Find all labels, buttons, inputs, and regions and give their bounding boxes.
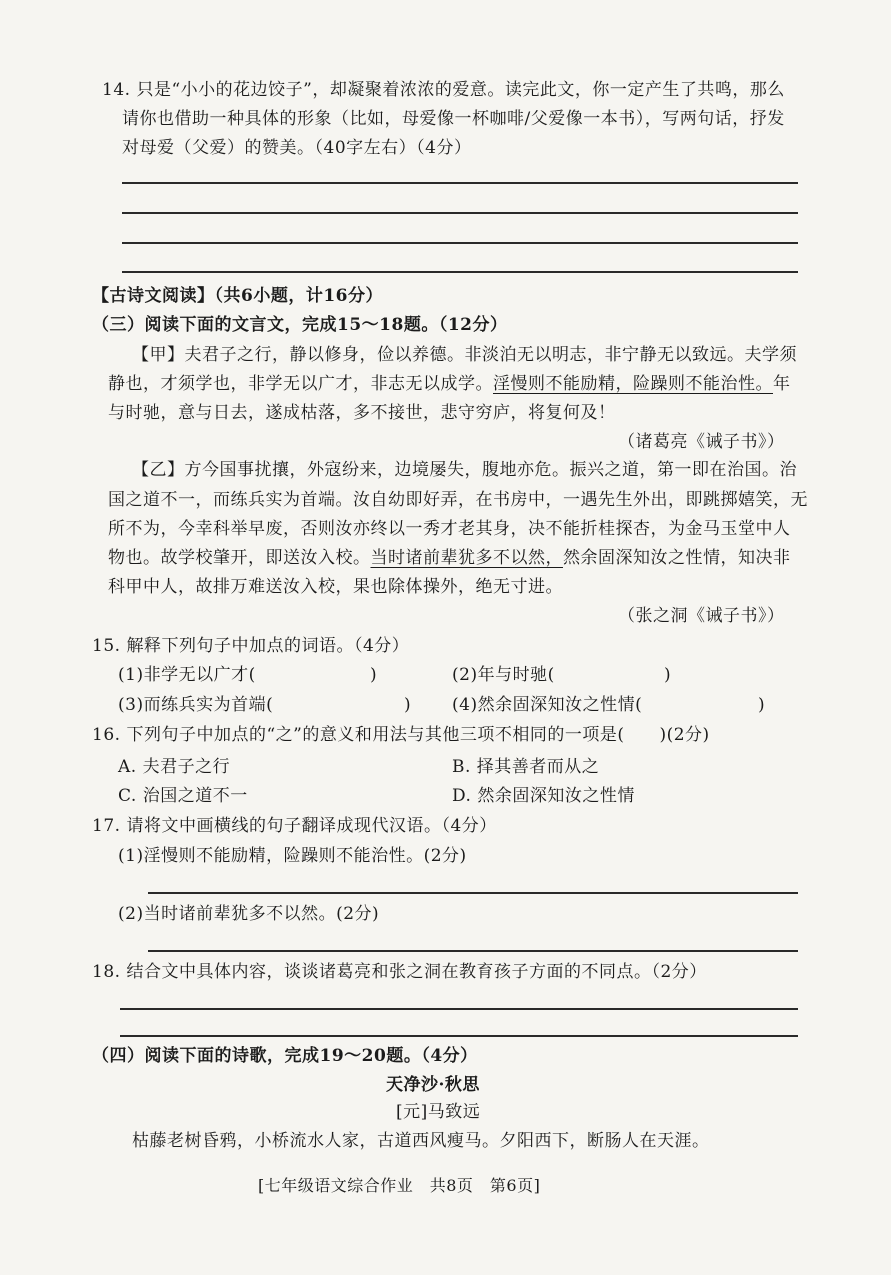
q14-line-2: 请你也借助一种具体的形象（比如，母爱像一杯咖啡/父爱像一本书），写两句话，抒发 <box>122 109 785 129</box>
q14-line-1: 14. 只是“小小的花边饺子”，却凝聚着浓浓的爱意。读完此文，你一定产生了共鸣，那么 <box>102 80 785 100</box>
passage-b-line-3: 所不为，今幸科举早废，否则汝亦终以一秀才老其身，决不能折桂探杏，为金马玉堂中人 <box>108 519 791 539</box>
q17-sentence-2: (2)当时诸前辈犹多不以然。(2分) <box>118 904 380 924</box>
q15-item-3-close: ) <box>404 695 412 715</box>
q15-title: 15. 解释下列句子中加点的词语。（4分） <box>92 636 410 656</box>
page-footer: [七年级语文综合作业 共8页 第6页] <box>258 1176 541 1195</box>
answer-line[interactable] <box>122 242 798 244</box>
section-title: 【古诗文阅读】（共6小题，计16分） <box>92 286 383 306</box>
q15-item-4-close: ) <box>758 695 766 715</box>
passage-b-line-5: 科甲中人，故排万难送汝入校，果也除体操外，绝无寸进。 <box>108 577 563 597</box>
passage-b-source: （张之洞《诫子书》） <box>618 606 785 626</box>
answer-line[interactable] <box>120 1008 798 1010</box>
poem-author: [元]马致远 <box>396 1102 481 1122</box>
answer-line[interactable] <box>122 212 798 214</box>
answer-line[interactable] <box>120 1035 798 1037</box>
part4-title: （四）阅读下面的诗歌，完成19～20题。（4分） <box>92 1046 478 1066</box>
answer-line[interactable] <box>122 271 798 273</box>
q15-item-4: (4)然余固深知汝之性情( <box>452 695 643 715</box>
passage-b-line-1: 【乙】方今国事扰攘，外寇纷来，边境屡失，腹地亦危。振兴之道，第一即在治国。治 <box>132 460 797 480</box>
q17-sentence-1: (1)淫慢则不能励精，险躁则不能治性。(2分) <box>118 846 467 866</box>
q14-line-3: 对母爱（父爱）的赞美。（40字左右）（4分） <box>122 138 472 158</box>
q15-item-1: (1)非学无以广才( <box>118 665 256 685</box>
answer-line[interactable] <box>148 950 798 952</box>
passage-a-line-3: 与时驰，意与日去，遂成枯落，多不接世，悲守穷庐，将复何及！ <box>108 403 616 423</box>
q15-item-2-close: ) <box>664 665 672 685</box>
answer-line[interactable] <box>122 182 798 184</box>
underlined-sentence-2: 当时诸前辈犹多不以然， <box>370 548 563 568</box>
passage-a-line-2: 静也，才须学也，非学无以广才，非志无以成学。淫慢则不能励精，险躁则不能治性。年 <box>108 374 791 394</box>
underlined-sentence-1: 淫慢则不能励精，险躁则不能治性。 <box>493 374 773 394</box>
passage-a-line-1: 【甲】夫君子之行，静以修身，俭以养德。非淡泊无以明志，非宁静无以致远。夫学须 <box>132 345 797 365</box>
q15-item-3: (3)而练兵实为首端( <box>118 695 274 715</box>
part3-title: （三）阅读下面的文言文，完成15～18题。（12分） <box>92 315 508 335</box>
answer-line[interactable] <box>148 892 798 894</box>
q16-option-a[interactable]: A. 夫君子之行 <box>118 757 231 777</box>
q16-option-c[interactable]: C. 治国之道不一 <box>118 786 248 806</box>
passage-b-line-4: 物也。故学校肇开，即送汝入校。当时诸前辈犹多不以然，然余固深知汝之性情，知决非 <box>108 548 791 568</box>
q17-title: 17. 请将文中画横线的句子翻译成现代汉语。（4分） <box>92 816 497 836</box>
poem-text: 枯藤老树昏鸦，小桥流水人家，古道西风瘦马。夕阳西下，断肠人在天涯。 <box>132 1131 710 1151</box>
q16-title: 16. 下列句子中加点的“之”的意义和用法与其他三项不相同的一项是( )(2分) <box>92 725 710 745</box>
q15-item-1-close: ) <box>370 665 378 685</box>
q16-option-b[interactable]: B. 择其善者而从之 <box>452 757 600 777</box>
passage-b-line-2: 国之道不一，而练兵实为首端。汝自幼即好弄，在书房中，一遇先生外出，即跳掷嬉笑，无 <box>108 490 808 510</box>
poem-title: 天净沙·秋思 <box>386 1075 480 1095</box>
q15-item-2: (2)年与时驰( <box>452 665 555 685</box>
passage-a-source: （诸葛亮《诫子书》） <box>618 432 785 452</box>
q18-title: 18. 结合文中具体内容，谈谈诸葛亮和张之洞在教育孩子方面的不同点。（2分） <box>92 962 707 982</box>
q16-option-d[interactable]: D. 然余固深知汝之性情 <box>452 786 635 806</box>
